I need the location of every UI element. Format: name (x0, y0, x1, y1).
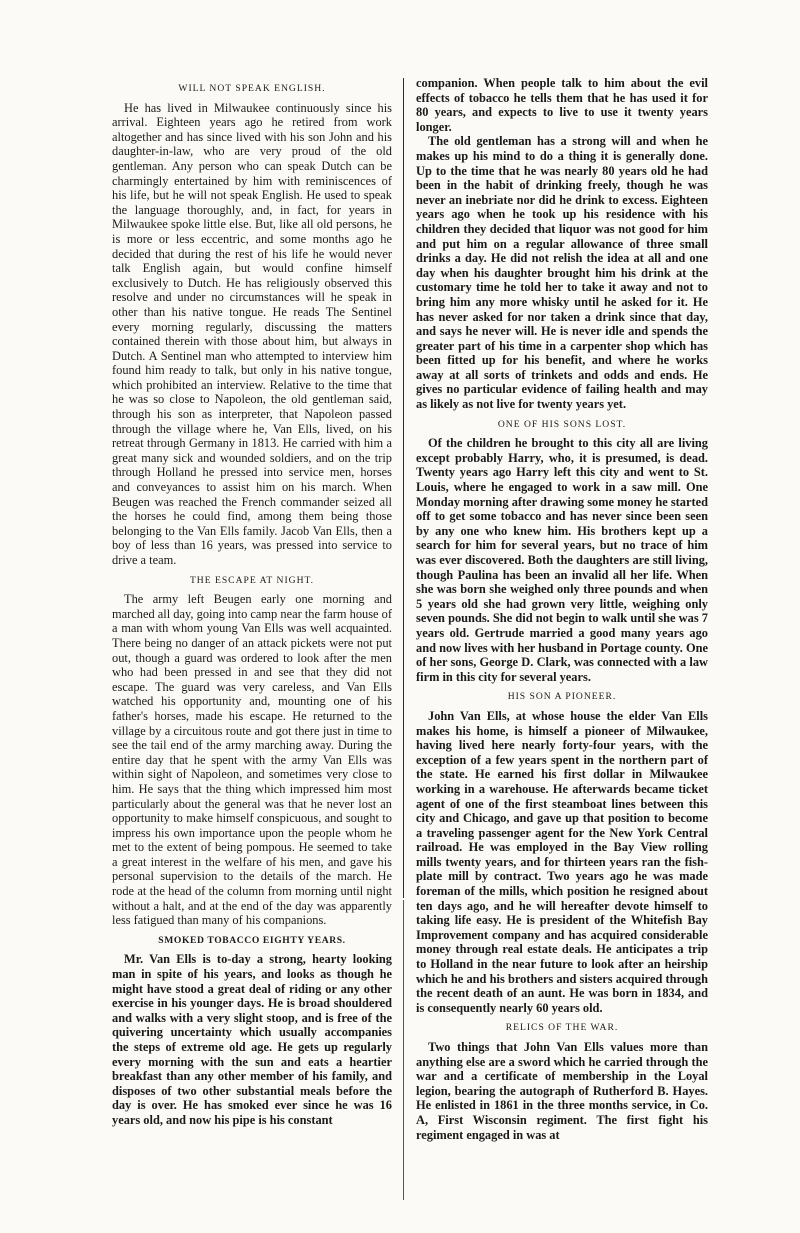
section-heading: THE ESCAPE AT NIGHT. (189, 574, 315, 586)
section-heading: RELICS OF THE WAR. (505, 1022, 619, 1034)
paragraph: He has lived in Milwaukee continuously since his arrival. Eighteen years ago he retired from work altogether and has since lived with his son John and his daughter-in-law, who are very proud of the old gentleman. Any person who can speak Dutch can be charmingly entertained by him with reminiscences of his life, but he will not speak English. He used to speak the language thoroughly, and, in fact, for years in Milwaukee spoke little else. But, like all old persons, he is more or less eccentric, and some months ago he decided that during the rest of his life he would never talk English again, but would confine himself exclusively to Dutch. He has religiously observed this resolve and under no circumstances will he speak in other than his native tongue. He reads The Sentinel every morning regularly, discussing the matters contained therein with those about him, but always in Dutch. A Sentinel man who attempted to interview him found him ready to talk, but only in his native tongue, which prohibited an interview. Relative to the time that he was so close to Napoleon, the old gentleman said, through his son as interpreter, that Napoleon passed through the village where he, Van Ells, lived, on his retreat through Germany in 1813. He carried with him a great many sick and wounded soldiers, and on the trip through Holland he pressed into service men, horses and conveyances to assist him on his march. When Beugen was reached the French commander seized all the horses he could find, among them being those belonging to the Van Ells family. Jacob Van Ells, then a boy of less than 16 years, was pressed into service to drive a team. (112, 100, 392, 567)
paragraph: Two things that John Van Ells values more than anything else are a sword which he carried through the war and a certificate of membership in the Loyal legion, bearing the autograph of Rutherford B. Hayes. He enlisted in 1861 in the three months service, in Co. A, First Wisconsin regiment. The first fight his regiment engaged in was at (416, 1040, 708, 1142)
section-heading: HIS SON A PIONEER. (507, 691, 617, 703)
section-heading: WILL NOT SPEAK ENGLISH. (178, 83, 326, 94)
paragraph: Mr. Van Ells is to-day a strong, hearty looking man in spite of his years, and looks as though he might have stood a great deal of riding or any other exercise in his younger days. He is broad shouldered and walks with a very slight stoop, and is free of the quivering uncertainty which usually accompanies the steps of extreme old age. He gets up regularly every morning with the sun and eats a heartier breakfast than any other member of his family, and disposes of two other substantial meals before the day is over. He has smoked ever since he was 16 years old, and now his pipe is his constant (112, 952, 392, 1127)
paragraph: The army left Beugen early one morning and marched all day, going into camp near the farm house of a man with whom young Van Ells was well acquainted. There being no danger of an attack pickets were not put out, though a guard was ordered to look after the men who had been pressed in and see that they did not escape. The guard was very careless, and Van Ells watched his opportunity and, mounting one of his father's horses, made his escape. He returned to the village by a circuitous route and got there just in time to see the tail end of the army marching away. During the entire day that he spent with the army Van Ells was within sight of Napoleon, and sometimes very close to him. He says that the thing which impressed him most particularly about the general was that he never lost an opportunity to make himself conspicuous, and sought to impress his own importance upon the people whom he met to the extent of being pompous. He seemed to take a great interest in the welfare of his men, and gave his personal supervision to the details of the march. He rode at the head of the column from morning until night without a halt, and at the end of the day was apparently less fatigued than many of his companions. (112, 592, 392, 928)
paragraph: The old gentleman has a strong will and when he makes up his mind to do a thing it is generally done. Up to the time that he was nearly 80 years old he had been in the habit of drinking freely, though he was never an inebriate nor did he drink to excess. Eighteen years ago when he took up his residence with his children they decided that liquor was not good for him and put him on a regular allowance of three small drinks a day. He did not relish the idea at all and one day when his daughter brought him his drink at the customary time he told her to take it away and not to bring him any more whisky until he asked for it. He has never asked for nor taken a drink since that day, and says he never will. He is never idle and spends the greater part of his time in a carpenter shop which has been fitted up for his benefit, and where he works away at all sorts of trinkets and odds and ends. He gives no particular evidence of failing health and may as likely as not live for twenty years yet. (416, 134, 708, 412)
right-column (416, 76, 708, 1142)
bold-section (416, 1040, 708, 1142)
bold-section (416, 709, 708, 1015)
column-rule-lower (403, 900, 404, 1200)
paragraph: Of the children he brought to this city all are living except probably Harry, who, it is presumed, is dead. Twenty years ago Harry left this city and went to St. Louis, where he engaged to work in a saw mill. One Monday morning after drawing some money he started off to get some tobacco and has never since been seen by any one who knew him. His brothers kept up a search for him for several years, but no trace of him was ever discovered. Both the daughters are still living, though Paulina has been an invalid all her life. When she was born she weighed only three pounds and when 5 years old she had grown very little, weighing only seven pounds. She did not begin to walk until she was 7 years old. Gertrude married a good many years ago and now lives with her husband in Portage county. One of her sons, George D. Clark, was connected with a law firm in this city for several years. (416, 436, 708, 684)
section-heading: SMOKED TOBACCO EIGHTY YEARS. (158, 934, 346, 946)
section-heading: ONE OF HIS SONS LOST. (497, 418, 627, 430)
bold-section (416, 76, 708, 412)
paragraph: companion. When people talk to him about the evil effects of tobacco he tells them that he has used it for 80 years, and expects to live to use it twenty years longer. (416, 76, 708, 134)
column-rule (403, 78, 404, 898)
left-column (112, 76, 392, 1128)
paragraph: John Van Ells, at whose house the elder Van Ells makes his home, is himself a pioneer of Milwaukee, having lived here nearly forty-four years, with the exception of a few years spent in the northern part of the state. He earned his first dollar in Milwaukee working in a warehouse. He afterwards became ticket agent of one of the first steamboat lines between this city and Chicago, and gave up that position to become a traveling passenger agent for the New York Central railroad. He was employed in the Bay View rolling mills twenty years, and for thirteen years ran the fish-plate mill by contract. Two years ago he was made foreman of the mills, which position he resigned about ten days ago, and he will hereafter devote himself to taking life easy. He is president of the Whitefish Bay Improvement company and has acquired considerable money through real estate deals. He anticipates a trip to Holland in the near future to look after an heirship which he and his brothers and sisters acquired through the recent death of an aunt. He was born in 1834, and is consequently nearly 60 years old. (416, 708, 708, 1015)
bold-section (112, 934, 392, 1128)
bold-section (416, 436, 708, 684)
